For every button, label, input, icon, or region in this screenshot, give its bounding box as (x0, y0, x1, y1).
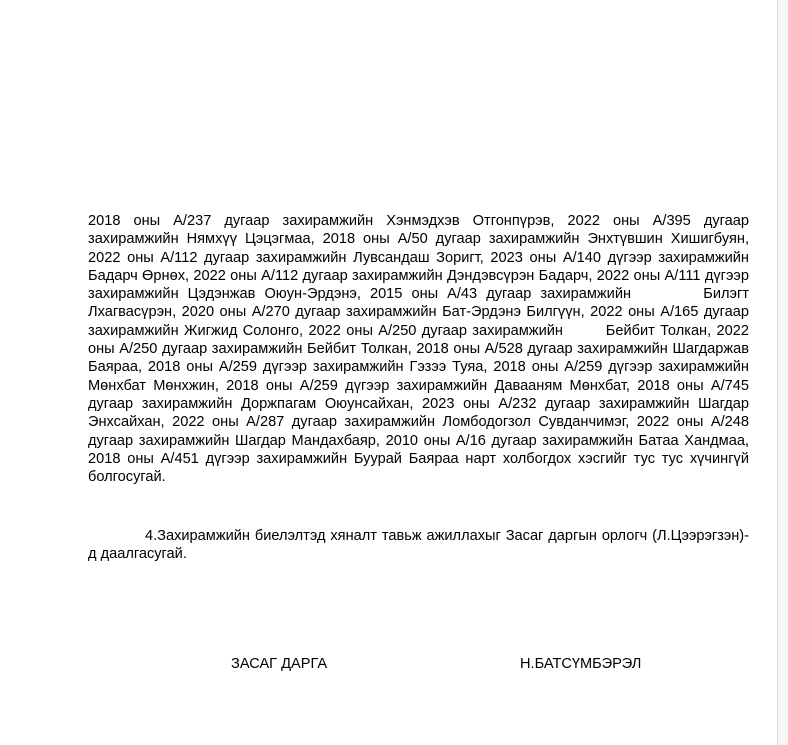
paragraph-clause-4: 4.Захирамжийн биелэлтэд хяналт тавьж ажиллахыг Засаг даргын орлогч (Л.Цээрэгзэн)-д даалгасугай. (88, 528, 749, 563)
page-edge (777, 0, 788, 745)
paragraph-main: 2018 оны А/237 дугаар захирамжийн Хэнмэдхэв Отгонпүрэв, 2022 оны А/395 дугаар захирамжийн Нямхүү Цэцэгмаа, 2018 оны А/50 дугаар захирамжийн Энхтүвшин Хишигбуян, 2022 оны А/112 дугаар захирамжийн Лувсандаш Зоригт, 2023 оны А/140 дүгээр захирамжийн Бадарч Өрнөх, 2022 оны А/112 дугаар захирамжийн Дэндэвсүрэн Бадарч, 2022 оны А/111 дүгээр захирамжийн Цэдэнжав Оюун-Эрдэнэ, 2015 оны А/43 дугаар захирамжийн Билэгт Лхагвасүрэн, 2020 оны А/270 дугаар захирамжийн Бат-Эрдэнэ Билгүүн, 2022 оны А/165 дугаар захирамжийн Жигжид Солонго, 2022 оны А/250 дугаар захирамжийн Бейбит Толкан, 2022 оны А/250 дугаар захирамжийн Бейбит Толкан, 2018 оны А/528 дугаар захирамжийн Шагдаржав Баяраа, 2018 оны А/259 дүгээр захирамжийн Гэзээ Туяа, 2018 оны А/259 дүгээр захирамжийн Мөнхбат Мөнхжин, 2018 оны А/259 дүгээр захирамжийн Давааням Мөнхбат, 2018 оны А/745 дугаар захирамжийн Доржпагам Оюунсайхан, 2023 оны А/232 дугаар захирамжийн Шагдар Энхсайхан, 2022 оны А/287 дугаар захирамжийн Ломбодогзол Сувданчимэг, 2022 оны А/248 дугаар захирамжийн Шагдар Мандахбаяр, 2010 оны А/16 дугаар захирамжийн Батаа Хандмаа, 2018 оны А/451 дүгээр захирамжийн Буурай Баяраа нарт холбогдох хэсгийг тус тус хүчингүй болгосугай. (88, 213, 754, 486)
signature-name: Н.БАТСҮМБЭРЭЛ (520, 656, 642, 672)
signature-title: ЗАСАГ ДАРГА (231, 656, 328, 672)
